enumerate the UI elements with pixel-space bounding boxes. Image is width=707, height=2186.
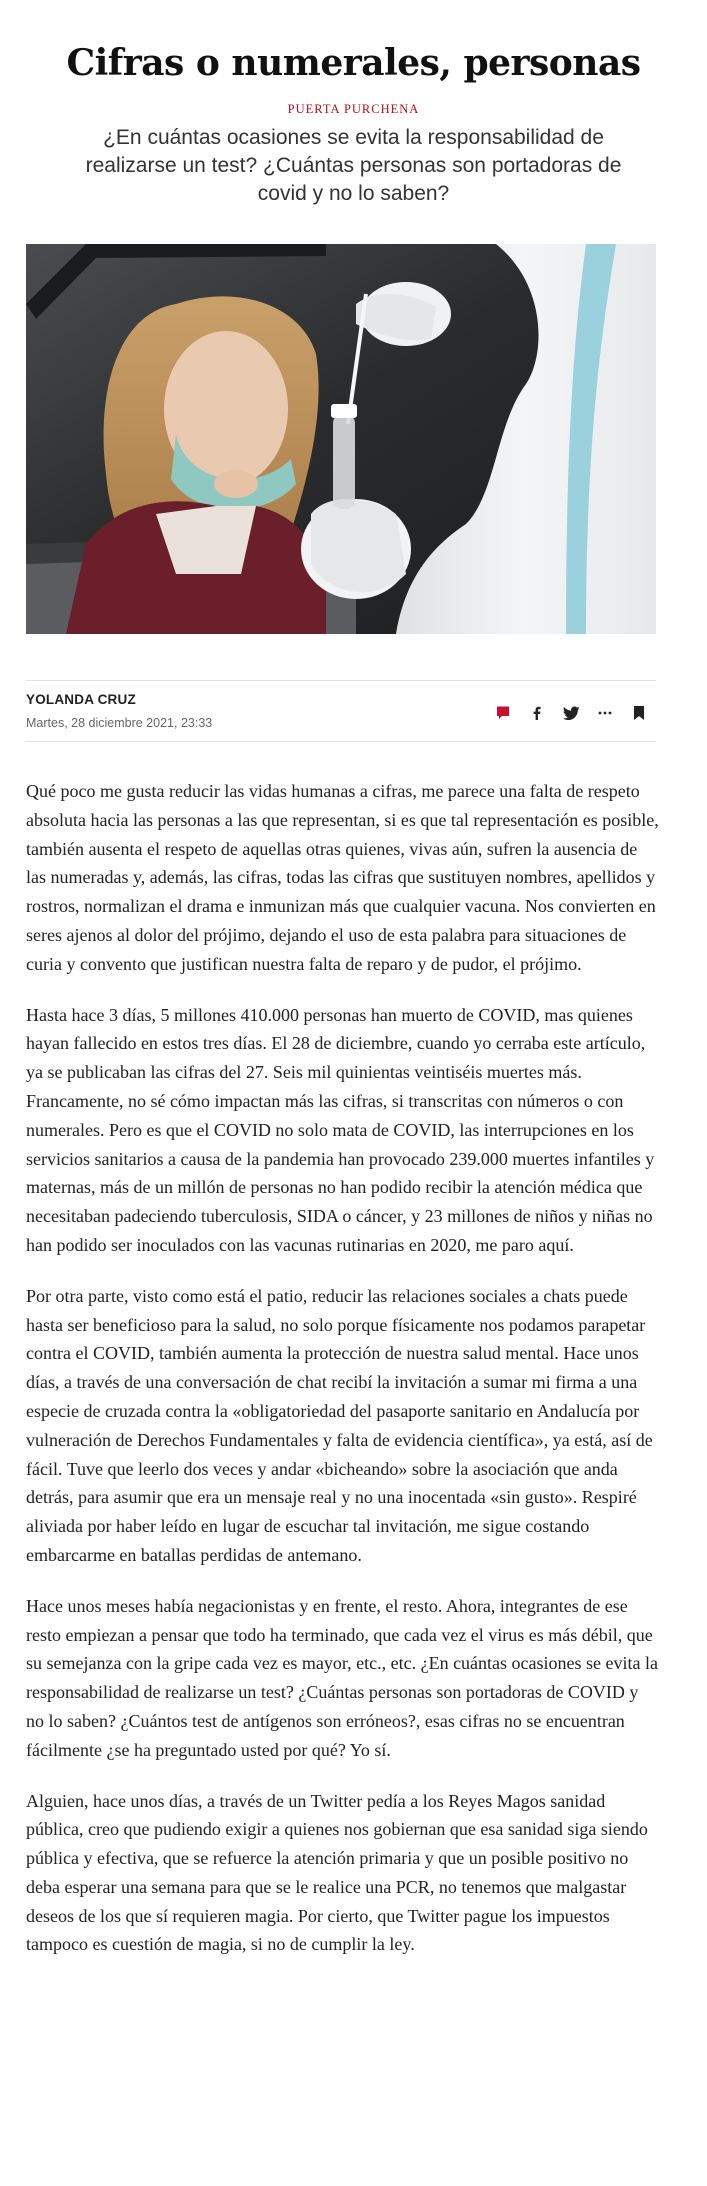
article-subtitle: ¿En cuántas ocasiones se evita la responsabilidad de realizarse un test? ¿Cuántas personas son portadoras de covid y no lo saben? [85, 126, 622, 205]
paragraph: Alguien, hace unos días, a través de un Twitter pedía a los Reyes Magos sanidad pública, creo que pudiendo exigir a quienes nos gobiernan que esa sanidad siga siendo pública y efectiva, que se refuerce la atención primaria y que un posible positivo no deba esperar una semana para que se le realice una PCR, no tenemos que malgastar deseos de los que sí requieren magia. Por cierto, que Twitter pague los impuestos tampoco es cuestión de magia, si no de cumplir la ley. [26, 1790, 648, 1955]
author-name[interactable]: YOLANDA CRUZ [26, 692, 136, 707]
paragraph: Hace unos meses había negacionistas y en frente, el resto. Ahora, integrantes de ese resto empiezan a pensar que todo ha terminado, que cada vez el virus es más débil, que su semejanza con la gripe cada vez es mayor, etc., etc. ¿En cuántas ocasiones se evita la responsabilidad de realizarse un test? ¿Cuántas personas son portadoras de COVID y no lo saben? ¿Cuántos test de antígenos son erróneos?, esas cifras no se encuentran fácilmente ¿se ha preguntado usted por qué? Yo sí. [26, 1595, 658, 1760]
article-headline: Cifras o numerales, personas [66, 42, 641, 84]
facebook-icon [529, 705, 545, 721]
article-body [26, 777, 660, 1981]
paragraph: Por otra parte, visto como está el patio, reducir las relaciones sociales a chats puede hasta ser beneficioso para la salud, no solo porque físicamente nos podamos parapetar contra el COVID, también aumenta la protección de nuestra salud mental. Hace unos días, a través de una conversación de chat recibí la invitación a sumar mi firma a una especie de cruzada contra la «obligatoriedad del pasaporte sanitario en Andalucía por vulneración de Derechos Fundamentales y falta de evidencia científica», ya está, así de fácil. Tuve que leerlo dos veces y andar «bicheando» sobre la asociación que anda detrás, para asumir que era un mensaje real y no una inocentada «sin gusto». Respiré aliviada por haber leído en lugar de escuchar tal invitación, me sigue costando embarcarme en batallas perdidas de antemano. [26, 1285, 653, 1565]
paragraph: Hasta hace 3 días, 5 millones 410.000 personas han muerto de COVID, mas quienes hayan fallecido en estos tres días. El 28 de diciembre, cuando yo cerraba este artículo, ya se publicaban las cifras del 27. Seis mil quinientas veintiséis muertes más. Francamente, no sé cómo impactan más las cifras, si transcritas con números o con numerales. Pero es que el COVID no solo mata de COVID, las interrupciones en los servicios sanitarios a causa de la pandemia han provocado 239.000 muertes infantiles y maternas, más de un millón de personas no han podido recibir la atención médica que necesitaban padeciendo tuberculosis, SIDA o cáncer, y 23 millones de niños y niñas no han podido ser inoculados con las vacunas rutinarias en 2020, me paro aquí. [26, 1004, 655, 1255]
more-options-button[interactable] [588, 696, 622, 730]
share-toolbar [486, 696, 656, 730]
more-icon [597, 705, 613, 721]
byline-bar [26, 680, 656, 742]
publish-date: Martes, 28 diciembre 2021, 23:33 [26, 716, 213, 730]
comments-button[interactable] [486, 696, 520, 730]
comments-icon [495, 705, 511, 721]
facebook-share-button[interactable] [520, 696, 554, 730]
twitter-share-button[interactable] [554, 696, 588, 730]
bookmark-button[interactable] [622, 696, 656, 730]
article-photo [26, 244, 656, 634]
paragraph: Qué poco me gusta reducir las vidas humanas a cifras, me parece una falta de respeto absoluta hacia las personas a las que representan, si es que tal representación es posible, también ausenta el respeto de aquellas otras quienes, vivas aún, sufren la ausencia de las numeradas y, además, las cifras, todas las cifras que sustituyen nombres, apellidos y rostros, normalizan el drama e inmunizan más que cualquier vacuna. Nos convierten en seres ajenos al dolor del prójimo, dejando el uso de esta palabra para situaciones de curia y convento que justifican nuestra falta de reparo y de pudor, el prójimo. [26, 781, 659, 974]
bookmark-icon [632, 705, 646, 721]
section-tag[interactable]: PUERTA PURCHENA [287, 102, 420, 116]
twitter-icon [563, 706, 580, 721]
